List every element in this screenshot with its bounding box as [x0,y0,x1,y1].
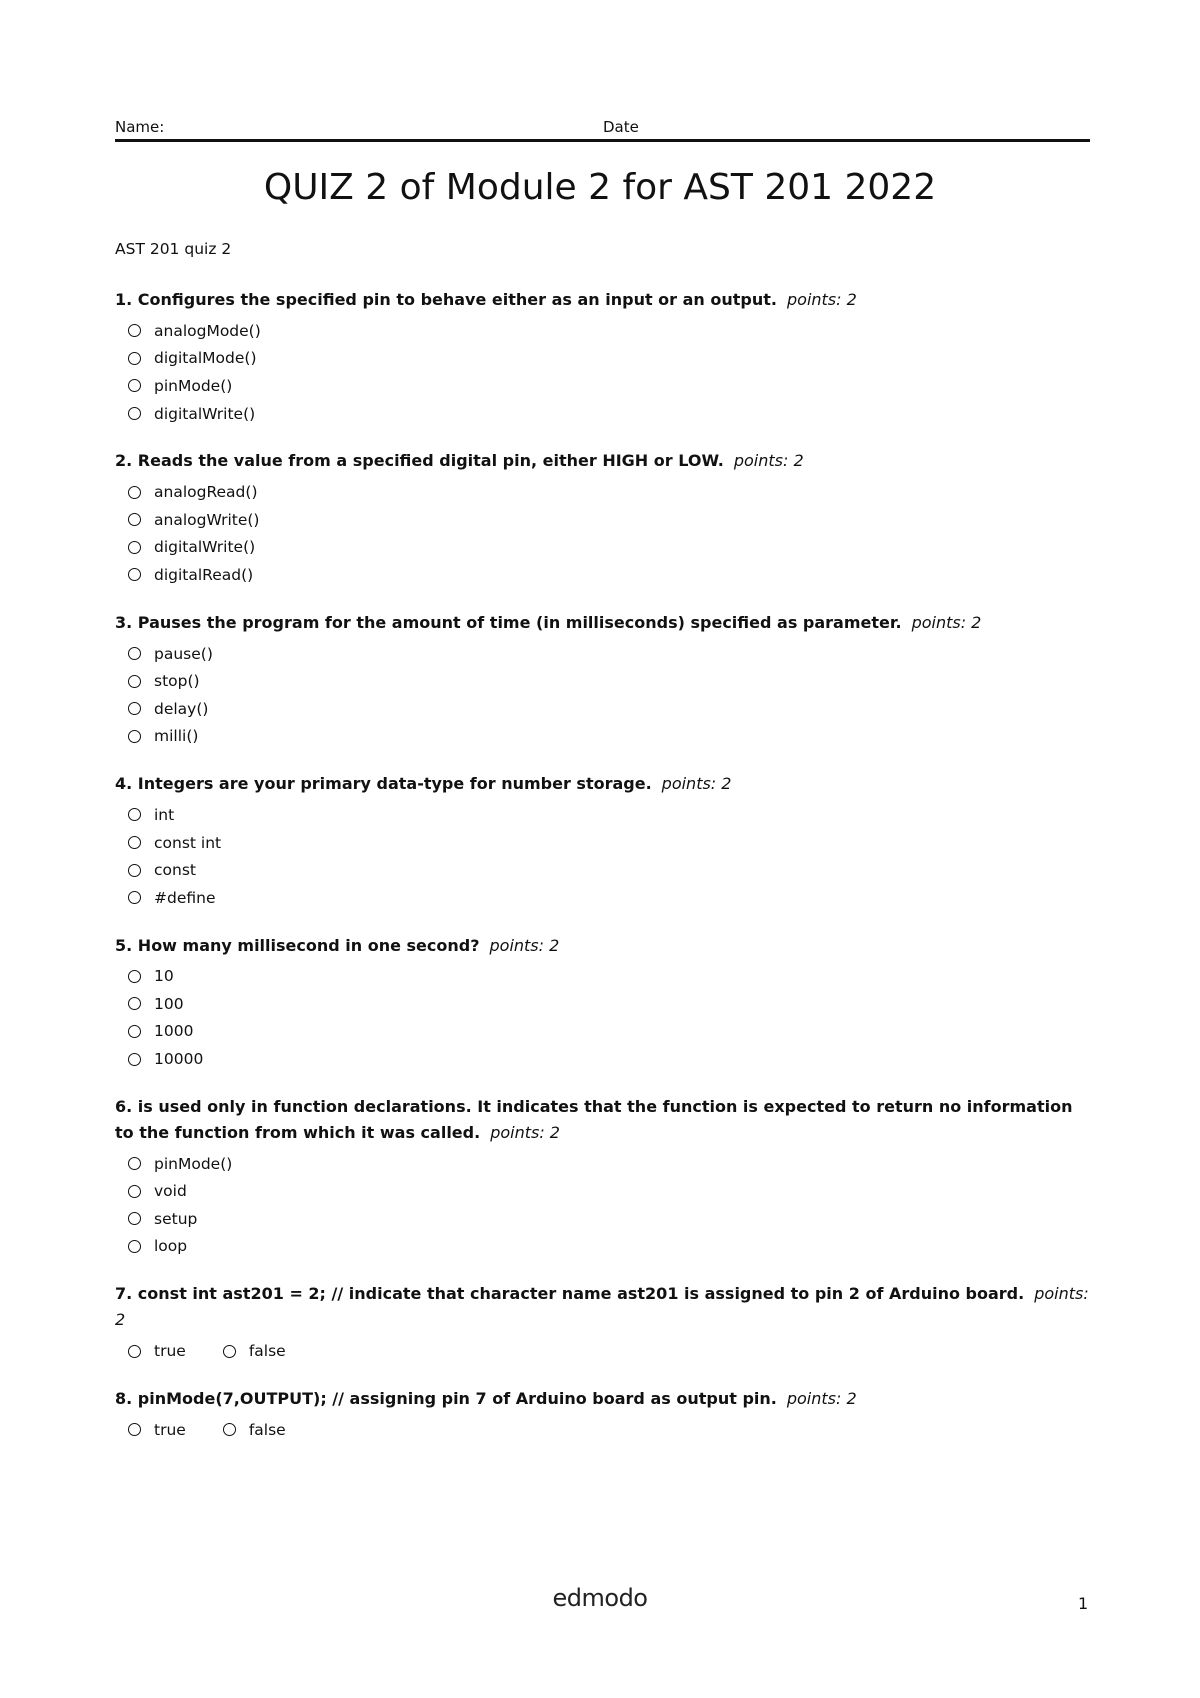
question-number: 6. [115,1096,133,1116]
choice-label: analogMode() [154,321,261,340]
question-number: 4. [115,774,133,794]
radio-button-icon[interactable] [223,1345,236,1358]
question-prompt [115,933,1090,959]
choice-list [115,640,1090,750]
radio-button-icon[interactable] [128,407,141,420]
question-number: 3. [115,612,133,632]
choice-option[interactable] [128,667,1090,695]
header-row [115,117,1090,142]
radio-button-icon[interactable] [128,1185,141,1198]
radio-button-icon[interactable] [128,379,141,392]
choice-option[interactable] [128,723,1090,751]
question-prompt [115,610,1090,636]
choice-label: loop [154,1237,188,1256]
choice-option-true[interactable] [128,1337,186,1365]
question-text: Configures the specified pin to behave either as an input or an output. [137,290,777,309]
choice-label: 100 [154,994,184,1013]
choice-option[interactable] [128,695,1090,723]
choice-label: 1000 [154,1022,194,1041]
question-number: 2. [115,451,133,471]
radio-button-icon[interactable] [128,891,141,904]
question-text: How many millisecond in one second? [137,935,480,955]
radio-button-icon[interactable] [128,730,141,743]
choice-label: 10000 [154,1050,204,1069]
choice-label: digitalWrite() [154,404,256,423]
radio-button-icon[interactable] [128,864,141,877]
choice-label: digitalWrite() [154,538,256,557]
choice-option[interactable] [128,372,1090,400]
radio-button-icon[interactable] [128,647,141,660]
question-list [115,287,1090,1464]
choice-label: pinMode() [154,376,233,395]
question-prompt [115,448,1090,474]
radio-button-icon[interactable] [128,352,141,365]
choice-label: false [248,1342,286,1361]
question-prompt [115,287,1090,313]
choice-label: pause() [154,644,213,663]
choice-label: void [154,1182,187,1201]
date-label: Date [603,118,639,136]
radio-button-icon[interactable] [128,970,141,983]
question-text: is used only in function declarations. It indicates that the function is expected to return no information to the function from which it was called. [115,1096,1073,1142]
question-points: points: 2 [661,774,732,794]
question-prompt [115,1386,1090,1412]
choice-option[interactable] [128,640,1090,668]
question-points: points: 2 [911,612,982,632]
quiz-description: AST 201 quiz 2 [115,240,232,258]
choice-option[interactable] [128,801,1090,829]
choice-option[interactable] [128,884,1090,912]
choice-label: digitalRead() [154,565,254,584]
radio-button-icon[interactable] [128,324,141,337]
question-number: 5. [115,935,133,955]
choice-list [115,317,1090,427]
radio-button-icon[interactable] [128,486,141,499]
choice-label: #define [154,888,216,907]
question-number: 7. [115,1284,133,1304]
choice-label: const [154,861,196,880]
question-1 [115,287,1090,427]
radio-button-icon[interactable] [128,1345,141,1358]
question-7 [115,1281,1090,1365]
question-3 [115,610,1090,750]
choice-option-true[interactable] [128,1416,186,1444]
question-text: const int ast201 = 2; // indicate that character name ast201 is assigned to pin 2 of Arduino board. [137,1284,1025,1304]
choice-option[interactable] [128,856,1090,884]
question-points: points: 2 [786,1388,857,1408]
choice-option[interactable] [128,534,1090,562]
question-text: pinMode(7,OUTPUT); // assigning pin 7 of Arduino board as output pin. [137,1388,777,1408]
choice-label: true [154,1342,186,1361]
choice-label: analogRead() [154,483,258,502]
choice-label: setup [154,1209,198,1228]
edmodo-logo: edmodo [552,1584,648,1612]
question-8 [115,1386,1090,1444]
choice-list [115,1416,1090,1444]
radio-button-icon[interactable] [128,1212,141,1225]
choice-label: true [154,1420,186,1439]
question-2 [115,448,1090,588]
radio-button-icon[interactable] [128,1025,141,1038]
question-text: Reads the value from a specified digital pin, either HIGH or LOW. [137,451,724,471]
radio-button-icon[interactable] [223,1423,236,1436]
question-points: points: 2 [490,1122,560,1142]
choice-option[interactable] [128,317,1090,345]
choice-label: milli() [154,727,199,746]
choice-label: analogWrite() [154,510,260,529]
choice-option[interactable] [128,400,1090,428]
question-points: points: 2 [115,1284,1089,1330]
radio-button-icon[interactable] [128,513,141,526]
choice-label: const int [154,833,222,852]
radio-button-icon[interactable] [128,808,141,821]
choice-label: digitalMode() [154,349,257,368]
choice-option[interactable] [128,990,1090,1018]
choice-option-false[interactable] [223,1337,286,1365]
choice-list [115,801,1090,911]
choice-option[interactable] [128,561,1090,589]
radio-button-icon[interactable] [128,541,141,554]
question-points: points: 2 [787,290,857,309]
choice-label: 10 [154,967,174,986]
question-number: 8. [115,1388,133,1408]
choice-option[interactable] [128,1018,1090,1046]
choice-list [115,1337,1090,1365]
question-text: Pauses the program for the amount of time (in milliseconds) specified as parameter. [137,612,902,632]
choice-option[interactable] [128,506,1090,534]
page-number: 1 [1078,1594,1089,1613]
choice-list [115,478,1090,588]
choice-label: int [154,805,175,824]
choice-option[interactable] [128,829,1090,857]
choice-option[interactable] [128,478,1090,506]
choice-option[interactable] [128,1205,1090,1233]
question-number: 1. [115,290,133,309]
radio-button-icon[interactable] [128,997,141,1010]
name-label: Name: [115,118,165,136]
quiz-title: QUIZ 2 of Module 2 for AST 201 2022 [263,167,937,208]
question-prompt [115,1281,1090,1333]
choice-label: delay() [154,699,209,718]
choice-option[interactable] [128,1150,1090,1178]
question-prompt [115,771,1090,797]
radio-button-icon[interactable] [128,702,141,715]
choice-list [115,1150,1090,1260]
radio-button-icon[interactable] [128,1157,141,1170]
radio-button-icon[interactable] [128,568,141,581]
question-5 [115,933,1090,1073]
radio-button-icon[interactable] [128,1053,141,1066]
choice-list [115,963,1090,1073]
radio-button-icon[interactable] [128,1240,141,1253]
question-points: points: 2 [489,935,560,955]
radio-button-icon[interactable] [128,1423,141,1436]
choice-option[interactable] [128,1177,1090,1205]
choice-option[interactable] [128,963,1090,991]
choice-option[interactable] [128,345,1090,373]
radio-button-icon[interactable] [128,675,141,688]
question-points: points: 2 [733,451,804,471]
choice-option-false[interactable] [223,1416,286,1444]
question-6 [115,1094,1090,1260]
choice-option[interactable] [128,1233,1090,1261]
choice-label: stop() [154,672,200,691]
question-4 [115,771,1090,911]
choice-option[interactable] [128,1045,1090,1073]
radio-button-icon[interactable] [128,836,141,849]
question-text: Integers are your primary data-type for number storage. [137,774,652,794]
choice-label: false [248,1420,286,1439]
question-prompt [115,1094,1090,1146]
choice-label: pinMode() [154,1154,233,1173]
